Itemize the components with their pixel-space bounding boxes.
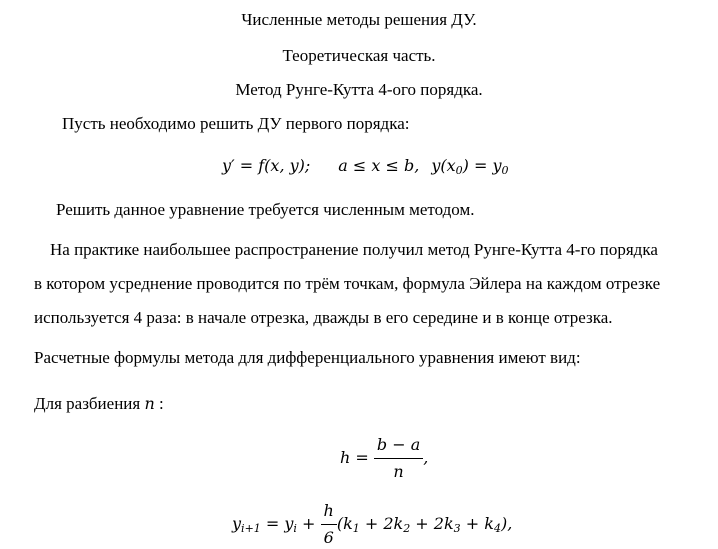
h-lhs: h = — [340, 448, 369, 467]
paragraph-line-3: используется 4 раза: в начале отрезка, дважды в его середине и в конце отрезка. — [34, 308, 613, 327]
partition-label: Для разбиения — [34, 394, 141, 413]
h-denominator: n — [393, 462, 404, 481]
partition-colon: : — [159, 394, 164, 413]
h-formula — [340, 434, 428, 483]
ode-initial: $y(x_0) = y_0$ — [431, 156, 509, 177]
y-fraction — [321, 500, 337, 549]
partition-var: n — [144, 394, 155, 413]
intro-text: Пусть необходимо решить ДУ первого порядка: — [62, 114, 410, 133]
paragraph-line-2: в котором усреднение проводится по трём точкам, формула Эйлера на каждом отрезке — [34, 274, 661, 293]
doc-subtitle: Теоретическая часть. — [282, 46, 436, 65]
y-formula: $y_{i+1} = y_i$ + $\frac{h}{6}$ $(k_1 + 2k_2 + 2k_3 + k_4)$, — [232, 501, 513, 547]
y-numerator: h — [321, 500, 337, 525]
paragraph-line-1: На практике наибольшее распространение получил метод Рунге-Кутта 4-го порядка — [50, 240, 658, 259]
ode-equation — [222, 156, 509, 181]
method-title: Метод Рунге-Кутта 4-ого порядка. — [235, 80, 483, 99]
y-denominator: 6 — [323, 528, 334, 547]
h-fraction — [374, 434, 423, 483]
h-numerator: b − a — [374, 434, 423, 459]
partition-line — [34, 394, 164, 414]
numeric-note: Решить данное уравнение требуется численным методом. — [56, 200, 475, 219]
ode-range: a ≤ x ≤ b, — [338, 156, 420, 175]
formulas-intro: Расчетные формулы метода для дифференциального уравнения имеют вид: — [34, 348, 581, 367]
h-tail: , — [423, 448, 429, 467]
ode-lhs: y′ = f(x, y); — [222, 156, 311, 175]
doc-title: Численные методы решения ДУ. — [241, 10, 477, 29]
